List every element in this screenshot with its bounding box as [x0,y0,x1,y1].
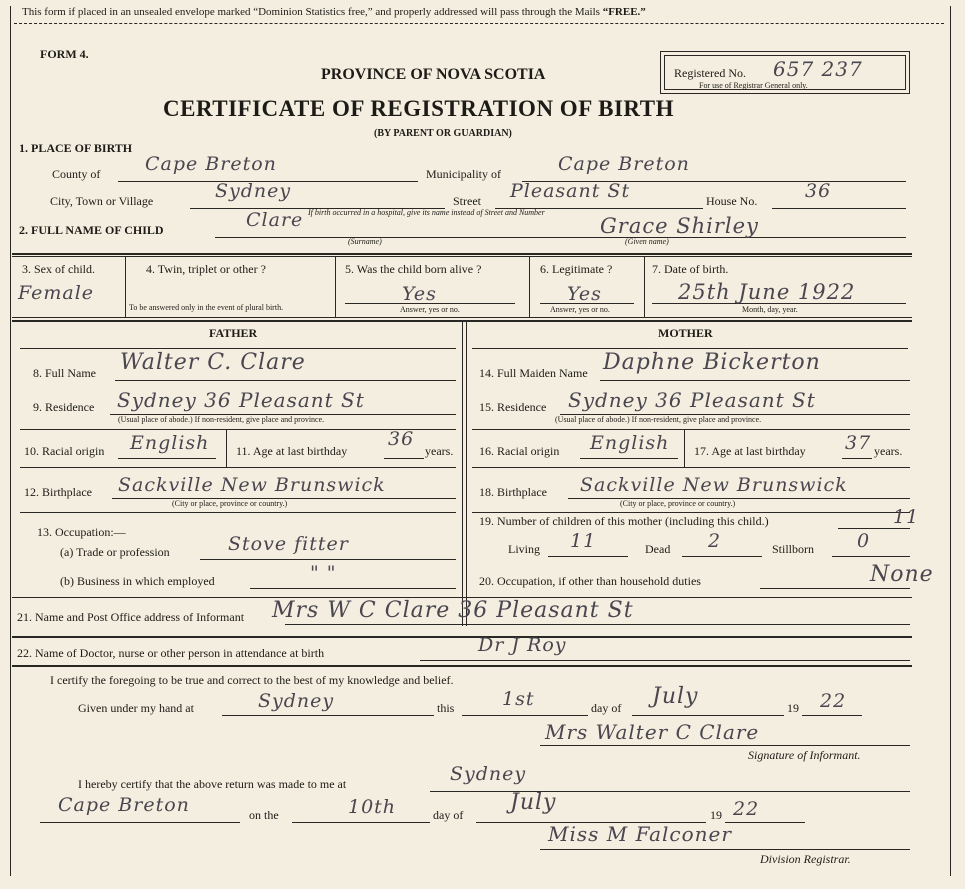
registrar-year-value: 22 [733,798,760,820]
mother-name-value: Daphne Bickerton [603,350,821,375]
mother-years-label: years. [874,444,903,458]
certificate-title: CERTIFICATE OF REGISTRATION OF BIRTH [163,96,674,121]
left-border [10,6,11,876]
this-label: this [437,701,455,715]
form-number: FORM 4. [40,47,89,61]
mother-age-value: 37 [845,432,872,454]
mother-occupation-label: 20. Occupation, if other than household duties [479,574,701,588]
right-border [950,6,951,876]
dead-label: Dead [645,542,671,556]
date-value: 25th June 1922 [678,280,856,304]
father-heading: FATHER [209,326,258,340]
living-value: 11 [570,530,597,552]
registrar-year-prefix: 19 [710,808,722,822]
doctor-label: 22. Name of Doctor, nurse or other person in attendance at birth [17,646,325,660]
sex-label: 3. Sex of child. [22,262,95,276]
informant-signature: Mrs Walter C Clare [545,720,760,744]
city-value: Sydney [215,180,292,202]
twin-label: 4. Twin, triplet or other ? [146,262,266,276]
house-label: House No. [706,194,758,208]
business-label: (b) Business in which employed [60,574,215,588]
hospital-note: If birth occurred in a hospital, give its name instead of Street and Number [308,208,545,217]
province-title: PROVINCE OF NOVA SCOTIA [321,66,546,83]
day-of-label: day of [591,701,622,715]
stillborn-value: 0 [857,530,871,552]
father-age-value: 36 [388,428,415,450]
mother-racial-value: English [590,432,670,454]
mother-birthplace-value: Sackville New Brunswick [580,474,848,496]
living-label: Living [508,542,540,556]
municipality-value: Cape Breton [558,153,690,175]
given-place-value: Sydney [258,690,335,712]
registered-note: For use of Registrar General only. [699,81,808,90]
mother-name-label: 14. Full Maiden Name [479,366,588,380]
given-under-label: Given under my hand at [78,701,194,715]
certify-text: I certify the foregoing to be true and correct to the best of my knowledge and belief. [50,673,454,687]
mother-residence-label: 15. Residence [479,400,547,414]
mother-residence-value: Sydney 36 Pleasant St [568,388,816,412]
mother-heading: MOTHER [658,326,713,340]
place-of-birth-label: 1. PLACE OF BIRTH [19,141,133,155]
surname-note: (Surname) [348,237,382,246]
date-note: Month, day, year. [742,305,798,314]
children-value: 11 [893,506,920,528]
given-year-value: 22 [820,690,847,712]
mother-birthplace-note: (City or place, province or country.) [620,499,736,508]
registrar-day-value: 10th [348,796,397,818]
city-label: City, Town or Village [50,194,154,208]
given-year-prefix: 19 [787,701,799,715]
trade-label: (a) Trade or profession [60,545,170,559]
street-label: Street [453,194,481,208]
father-residence-label: 9. Residence [33,400,95,414]
mother-occupation-value: None [870,562,934,587]
informant-value: Mrs W C Clare 36 Pleasant St [272,598,634,623]
house-value: 36 [805,180,832,202]
sex-value: Female [18,282,95,304]
father-birthplace-note: (City or place, province or country.) [172,499,288,508]
alive-value: Yes [402,283,437,305]
given-note: (Given name) [625,237,669,246]
mother-residence-note: (Usual place of abode.) If non-resident, give place and province. [555,415,762,424]
registered-value: 657 237 [773,57,863,81]
legitimate-note: Answer, yes or no. [550,305,610,314]
street-value: Pleasant St [510,180,631,202]
given-month-value: July [652,684,699,709]
stillborn-label: Stillborn [772,542,815,556]
father-residence-value: Sydney 36 Pleasant St [117,388,365,412]
county-value: Cape Breton [145,153,277,175]
on-the-label: on the [249,808,279,822]
father-racial-value: English [130,432,210,454]
mother-birthplace-label: 18. Birthplace [479,485,547,499]
child-surname-value: Clare [246,209,304,231]
father-birthplace-value: Sackville New Brunswick [118,474,386,496]
mother-age-label: 17. Age at last birthday [694,444,806,458]
certificate-subtitle: (BY PARENT OR GUARDIAN) [374,128,512,139]
father-racial-label: 10. Racial origin [24,444,105,458]
informant-label: 21. Name and Post Office address of Informant [17,610,245,624]
legitimate-label: 6. Legitimate ? [540,262,613,276]
business-value: " " [310,562,337,584]
children-label: 19. Number of children of this mother (including this child.) [479,514,769,528]
registrar-caption: Division Registrar. [760,852,851,866]
given-day-value: 1st [502,688,535,710]
child-name-label: 2. FULL NAME OF CHILD [19,223,164,237]
legitimate-value: Yes [567,283,602,305]
date-label: 7. Date of birth. [652,262,729,276]
mail-notice: This form if placed in an unsealed envelope marked “Dominion Statistics free,” and properly addressed will pass through the Mails “FREE.” [22,6,646,18]
father-age-label: 11. Age at last birthday [236,444,348,458]
registrar-signature: Miss M Falconer [548,822,732,846]
father-birthplace-label: 12. Birthplace [24,485,92,499]
registered-box [660,51,910,94]
father-occupation-label: 13. Occupation:— [37,525,126,539]
father-name-value: Walter C. Clare [120,350,306,375]
trade-value: Stove fitter [228,533,349,555]
doctor-value: Dr J Roy [478,634,567,656]
alive-note: Answer, yes or no. [400,305,460,314]
registrar-county-value: Cape Breton [58,794,190,816]
county-label: County of [52,167,101,181]
father-residence-note: (Usual place of abode.) If non-resident, give place and province. [118,415,325,424]
twin-note: To be answered only in the event of plural birth. [129,303,284,312]
child-given-value: Grace Shirley [600,214,759,238]
municipality-label: Municipality of [426,167,501,181]
registrar-certify-text: I hereby certify that the above return was made to me at [78,777,347,791]
signature-caption: Signature of Informant. [748,748,861,762]
alive-label: 5. Was the child born alive ? [345,262,482,276]
registered-label: Registered No. [674,66,746,80]
registrar-month-value: July [510,790,557,815]
dead-value: 2 [708,530,722,552]
father-name-label: 8. Full Name [33,366,96,380]
registrar-place-value: Sydney [450,763,527,785]
father-years-label: years. [425,444,454,458]
registrar-day-of-label: day of [433,808,464,822]
mother-racial-label: 16. Racial origin [479,444,560,458]
